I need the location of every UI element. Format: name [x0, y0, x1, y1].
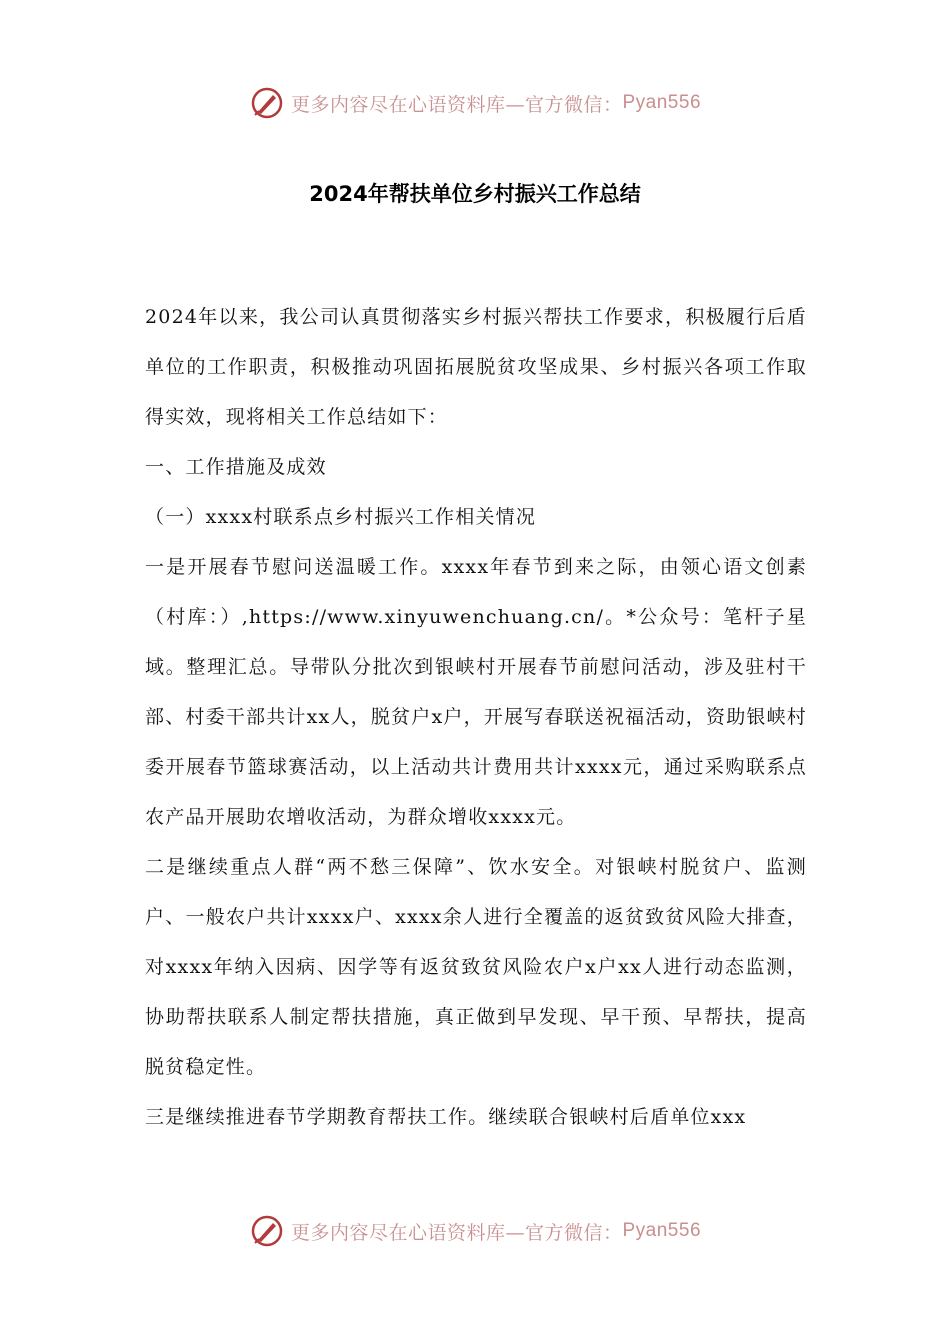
watermark-text: 更多内容尽在心语资料库—官方微信： [290, 93, 623, 116]
heading-section-1: 一、工作措施及成效 [145, 456, 327, 478]
pen-circle-logo-icon [249, 1213, 285, 1249]
paragraph-intro: 2024年以来，我公司认真贯彻落实乡村振兴帮扶工作要求，积极履行后盾单位的工作职责，积极推动巩固拓展脱贫攻坚成果、乡村振兴各项工作取得实效，现将相关工作总结如下： [145, 306, 807, 428]
watermark-text: 更多内容尽在心语资料库—官方微信： [290, 1221, 623, 1244]
watermark-wechat-id: Pyan556 [622, 92, 702, 113]
paragraph-item-3: 三是继续推进春节学期教育帮扶工作。继续联合银峡村后盾单位xxx [145, 1106, 747, 1128]
watermark-wechat-id: Pyan556 [622, 1220, 702, 1241]
pen-circle-logo-icon [249, 85, 285, 121]
heading-subsection-1: （一）xxxx村联系点乡村振兴工作相关情况 [145, 506, 537, 528]
document-title: 2024年帮扶单位乡村振兴工作总结 [309, 182, 641, 206]
watermark-banner-top [0, 83, 950, 123]
paragraph-item-1: 一是开展春节慰问送温暖工作。xxxx年春节到来之际，由领心语文创素（村库：）,https://www.xinyuwenchuang.cn/。*公众号：笔杆子星域。整理汇总。导带队分批次到银峡村开展春节前慰问活动，涉及驻村干部、村委干部共计xx人，脱贫户x户，开展写春联送祝福活动，资助银峡村委开展春节篮球赛活动，以上活动共计费用共计xxxx元，通过采购联系点农产品开展助农增收活动，为群众增收xxxx元。 [145, 556, 807, 828]
paragraph-item-2: 二是继续重点人群“两不愁三保障”、饮水安全。对银峡村脱贫户、监测户、一般农户共计xxxx户、xxxx余人进行全覆盖的返贫致贫风险大排查，对xxxx年纳入因病、因学等有返贫致贫风险农户x户xx人进行动态监测，协助帮扶联系人制定帮扶措施，真正做到早发现、早干预、早帮扶，提高脱贫稳定性。 [145, 856, 807, 1078]
watermark-banner-bottom [0, 1211, 950, 1251]
document-body [145, 292, 807, 1142]
